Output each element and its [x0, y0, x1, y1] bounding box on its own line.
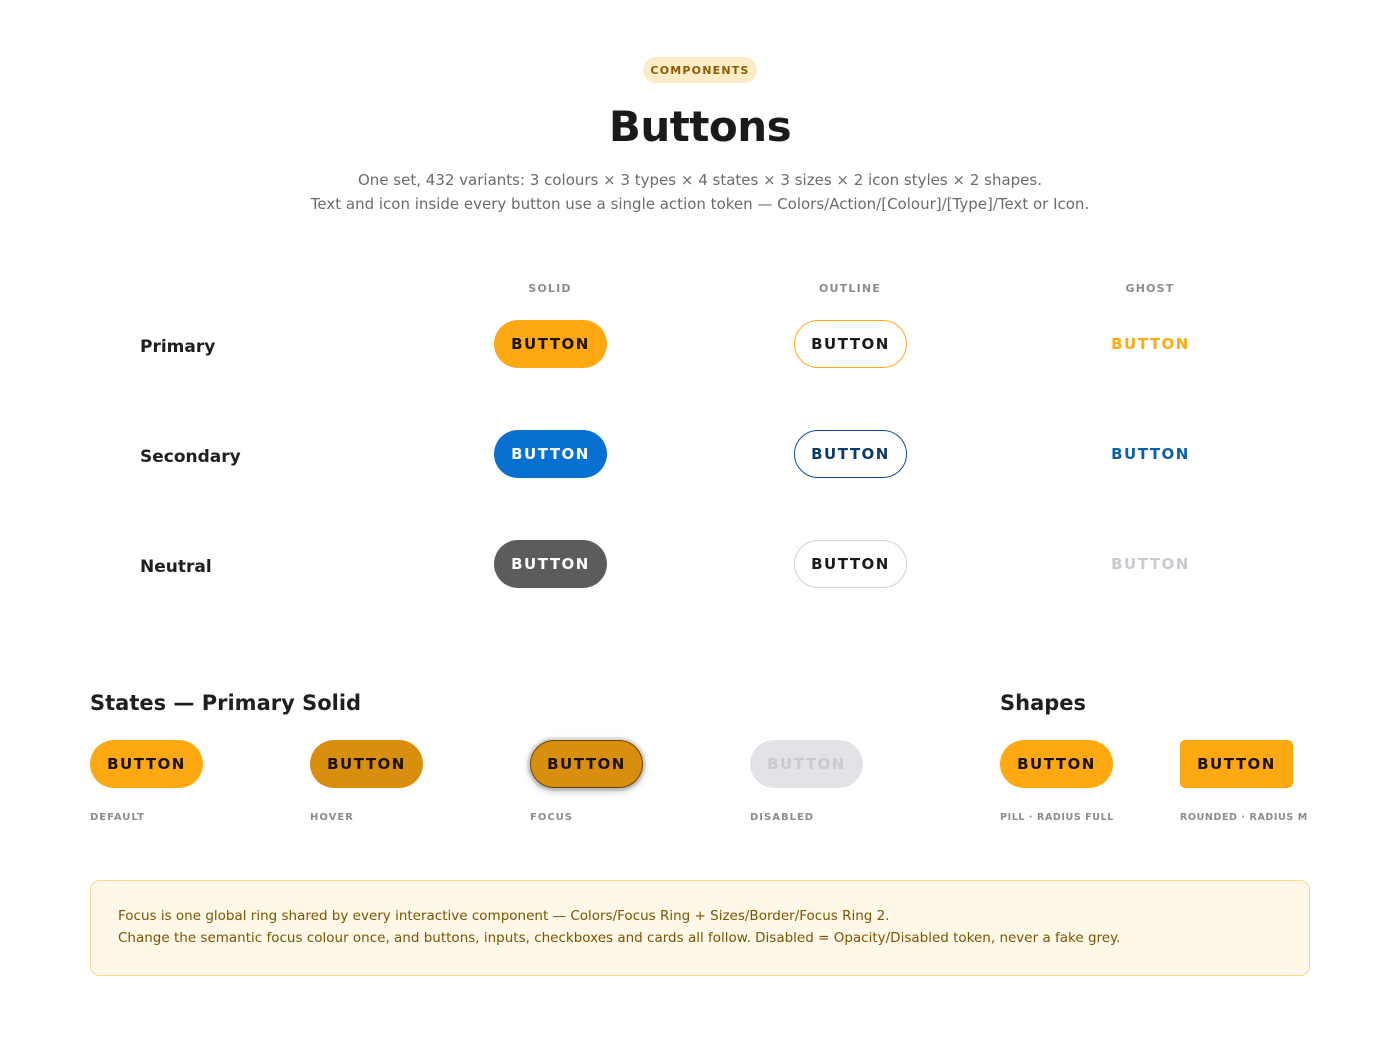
page-subtitle-line1: One set, 432 variants: 3 colours × 3 types × 4 states × 3 sizes × 2 icon styles × 2 shapes. [358, 171, 1042, 189]
shape-rounded-caption: ROUNDED · RADIUS M [1180, 812, 1308, 823]
focus-note-callout [90, 880, 1310, 976]
secondary-outline-button[interactable]: BUTTON [794, 430, 907, 478]
focus-note-line1: Focus is one global ring shared by every interactive component — Colors/Focus Ring + Sizes/Border/Focus Ring 2. [118, 908, 890, 924]
primary-ghost-button[interactable]: BUTTON [1094, 320, 1207, 368]
state-focus-button[interactable]: BUTTON [530, 740, 643, 788]
shapes-section-title: Shapes [1000, 691, 1087, 715]
states-section-title: States — Primary Solid [90, 691, 362, 715]
state-default-caption: DEFAULT [90, 812, 145, 823]
shape-pill-caption: PILL · RADIUS FULL [1000, 812, 1114, 823]
state-hover-button[interactable]: BUTTON [310, 740, 423, 788]
row-label-primary: Primary [140, 337, 216, 357]
neutral-outline-button[interactable]: BUTTON [794, 540, 907, 588]
column-header-outline: OUTLINE [818, 282, 881, 295]
page-title: Buttons [608, 102, 792, 151]
row-label-neutral: Neutral [140, 557, 212, 577]
section-badge: COMPONENTS [643, 57, 757, 83]
neutral-ghost-button[interactable]: BUTTON [1094, 540, 1207, 588]
primary-solid-button[interactable]: BUTTON [494, 320, 607, 368]
state-focus-caption: FOCUS [530, 812, 573, 823]
focus-note-line2: Change the semantic focus colour once, and buttons, inputs, checkboxes and cards all follow. Disabled = Opacity/Disabled token, never a fake grey. [118, 930, 1121, 946]
column-header-ghost: GHOST [1125, 282, 1175, 295]
neutral-solid-button[interactable]: BUTTON [494, 540, 607, 588]
state-disabled-button[interactable]: BUTTON [750, 740, 863, 788]
column-header-solid: SOLID [528, 282, 572, 295]
secondary-solid-button[interactable]: BUTTON [494, 430, 607, 478]
shape-pill-button[interactable]: BUTTON [1000, 740, 1113, 788]
page-subtitle-line2: Text and icon inside every button use a single action token — Colors/Action/[Colour]/[Type]/Text or Icon. [310, 195, 1090, 213]
secondary-ghost-button[interactable]: BUTTON [1094, 430, 1207, 478]
primary-outline-button[interactable]: BUTTON [794, 320, 907, 368]
state-disabled-caption: DISABLED [750, 812, 815, 823]
state-hover-caption: HOVER [310, 812, 354, 823]
state-default-button[interactable]: BUTTON [90, 740, 203, 788]
row-label-secondary: Secondary [140, 447, 241, 467]
shape-rounded-button[interactable]: BUTTON [1180, 740, 1293, 788]
